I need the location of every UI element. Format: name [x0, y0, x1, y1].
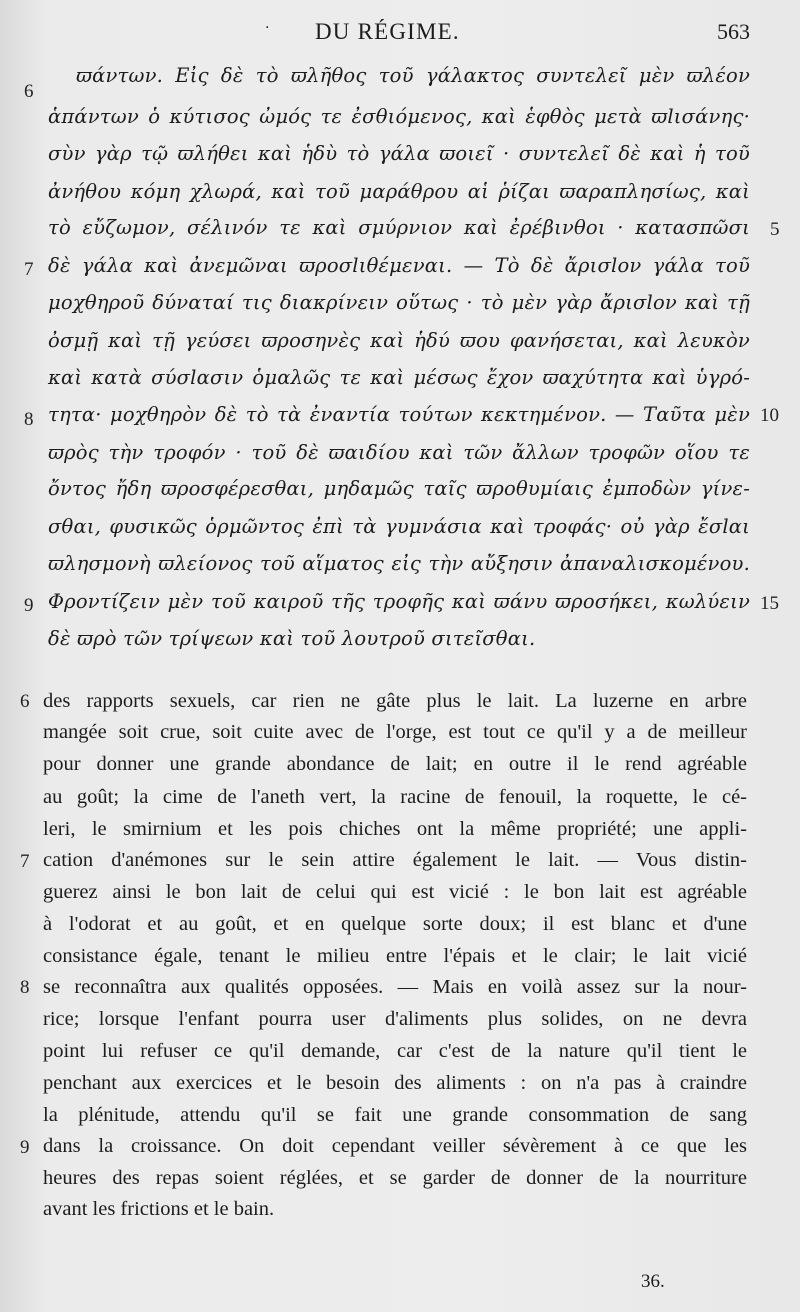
greek-line: τητα· μοχθηρὸν δὲ τὸ τὰ ἐναντία τούτων κεκτημένον. — Ταῦτα μὲν	[48, 403, 750, 426]
greek-line: σθαι, φυσικῶς ὁρμῶντος ἐπὶ τὰ γυμνάσια καὶ τροφάς· οὐ γὰρ ἔσlαι	[48, 515, 750, 538]
greek-line: τὸ εὔζωμον, σέλινόν τε καὶ σμύρνιον καὶ ἐρέβινθοι · κατασπῶσι	[48, 216, 750, 239]
french-line: à l'odorat et au goût, et en quelque sorte doux; il est blanc et d'une	[43, 913, 747, 935]
french-line: penchant aux exercices et le besoin des aliments : on n'a pas à craindre	[43, 1072, 747, 1094]
section-number: 9	[20, 1137, 30, 1158]
french-line: se reconnaîtra aux qualités opposées. — Mais en voilà assez sur la nour-	[43, 976, 747, 998]
running-head-title: DU RÉGIME.	[315, 19, 460, 44]
french-line: cation d'anémones sur le sein attire également le lait. — Vous distin-	[43, 849, 747, 871]
section-number: 9	[24, 595, 34, 616]
french-line: au goût; la cime de l'aneth vert, la racine de fenouil, la roquette, le cé-	[43, 786, 747, 808]
greek-line: ἁπάντων ὁ κύτισος ὠμός τε ἐσθιόμενος, καὶ ἑφθὸς μετὰ ϖlισάνης·	[48, 105, 750, 128]
french-line: pour donner une grande abondance de lait; en outre il le rend agréable	[43, 753, 747, 775]
greek-line: καὶ κατὰ σύσlασιν ὁμαλῶς τε καὶ μέσως ἔχον ϖαχύτητα καὶ ὑγρό-	[48, 366, 750, 389]
line-number: 15	[760, 593, 779, 614]
greek-line: δὲ ϖρὸ τῶν τρίψεων καὶ τοῦ λουτροῦ σιτεῖσθαι.	[48, 627, 536, 650]
french-line: dans la croissance. On doit cependant veiller sévèrement à ce que les	[43, 1135, 747, 1157]
greek-line: ϖλησμονὴ ϖλείονος τοῦ αἵματος εἰς τὴν αὔξησιν ἀπαναλισκομένου.	[48, 552, 750, 575]
greek-line: σὺν γὰρ τῷ ϖλήθει καὶ ἡδὺ τὸ γάλα ϖοιεῖ · συντελεῖ δὲ καὶ ἡ τοῦ	[48, 142, 750, 165]
section-number: 7	[20, 851, 30, 872]
greek-line: ὄντος ἤδη ϖροσφέρεσθαι, μηδαμῶς ταῖς ϖροθυμίαις ἐμποδὼν γίνε-	[48, 477, 750, 500]
section-number: 6	[20, 691, 30, 712]
section-number: 8	[20, 977, 30, 998]
french-line: la plénitude, attendu qu'il se fait une grande consommation de sang	[43, 1104, 747, 1126]
greek-line: δὲ γάλα καὶ ἀνεμῶναι ϖροσlιθέμεναι. — Τὸ δὲ ἄρισlον γάλα τοῦ	[48, 254, 750, 277]
printer-signature-mark: 36.	[641, 1271, 665, 1292]
french-line: leri, le smirnium et les pois chiches ont la même propriété; une appli-	[43, 818, 747, 840]
section-number: 6	[24, 81, 34, 102]
greek-line: μοχθηροῦ δύναταί τις διακρίνειν οὕτως · τὸ μὲν γὰρ ἄρισlον καὶ τῇ	[48, 291, 750, 314]
header-ornament-dot: ·	[265, 20, 270, 36]
greek-line: ἀνήθου κόμη χλωρά, καὶ τοῦ μαράθρου αἱ ῥίζαι ϖαραπλησίως, καὶ	[48, 180, 750, 203]
greek-line: ϖρὸς τὴν τροφόν · τοῦ δὲ ϖαιδίου καὶ τῶν ἄλλων τροφῶν οἵου τε	[48, 441, 750, 464]
french-line: point lui refuser ce qu'il demande, car c'est de la nature qu'il tient le	[43, 1040, 747, 1062]
greek-line: Φροντίζειν μὲν τοῦ καιροῦ τῆς τροφῆς καὶ ϖάνυ ϖροσήκει, κωλύειν	[48, 590, 750, 613]
line-number: 10	[760, 405, 779, 426]
page-number: 563	[717, 19, 750, 44]
french-line: heures des repas soient réglées, et se garder de donner de la nourriture	[43, 1167, 747, 1189]
greek-line: ϖάντων. Εἰς δὲ τὸ ϖλῆθος τοῦ γάλακτος συντελεῖ μὲν ϖλέον	[76, 64, 750, 87]
french-line: guerez ainsi le bon lait de celui qui est vicié : le bon lait est agréable	[43, 881, 747, 903]
french-line: mangée soit crue, soit cuite avec de l'orge, est tout ce qu'il y a de meilleur	[43, 721, 747, 743]
section-number: 8	[24, 409, 34, 430]
line-number: 5	[770, 219, 780, 240]
section-number: 7	[24, 259, 34, 280]
french-line: avant les frictions et le bain.	[43, 1198, 275, 1220]
french-line: rice; lorsque l'enfant pourra user d'aliments plus solides, on ne devra	[43, 1008, 747, 1030]
french-line: consistance égale, tenant le milieu entre l'épais et le clair; le lait vicié	[43, 945, 747, 967]
greek-line: ὀσμῇ καὶ τῇ γεύσει ϖροσηνὲς καὶ ἡδύ ϖου φανήσεται, καὶ λευκὸν	[48, 329, 750, 352]
french-line: des rapports sexuels, car rien ne gâte plus le lait. La luzerne en arbre	[43, 690, 747, 712]
